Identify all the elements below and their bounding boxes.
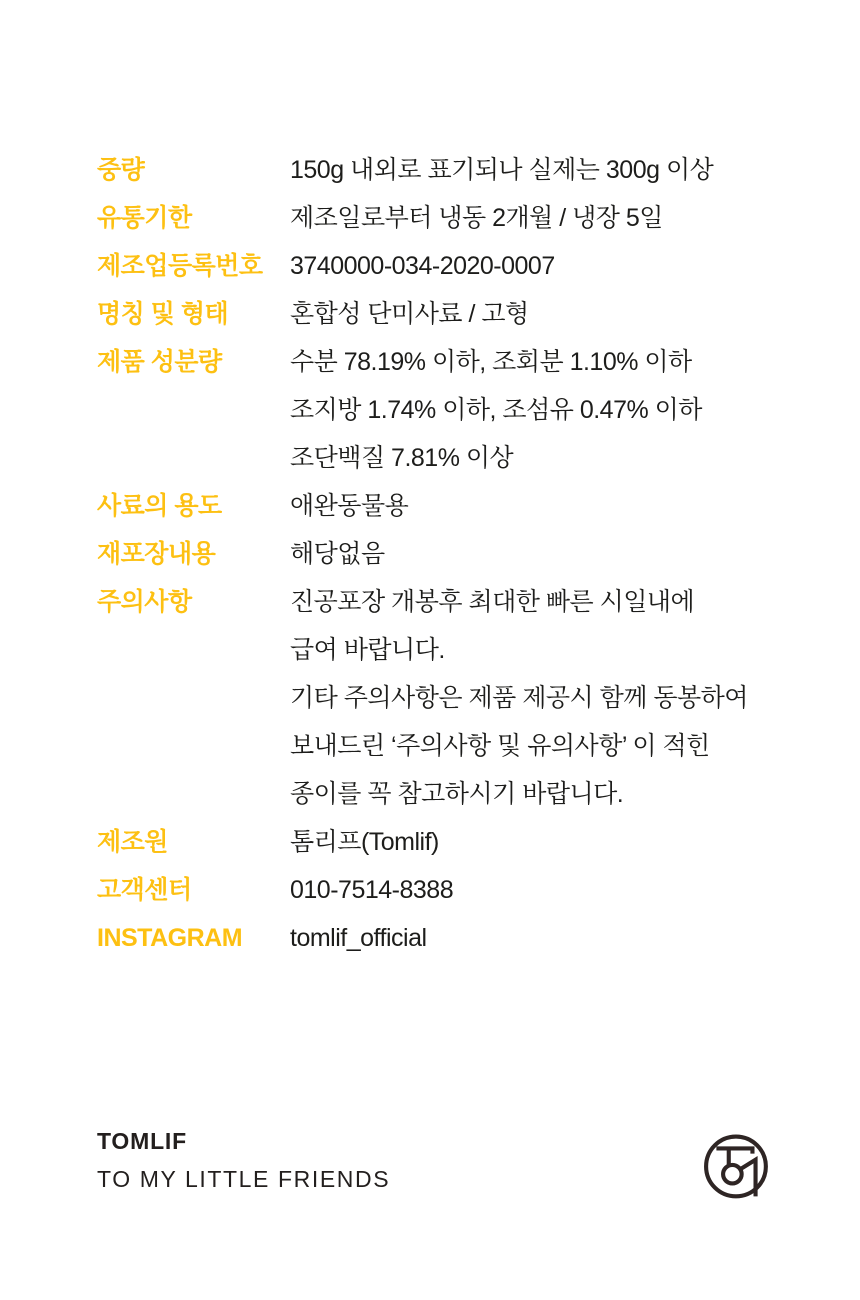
spec-label: 제조업등록번호 (97, 252, 263, 280)
spec-value-line: 급여 바랍니다. (290, 636, 445, 664)
tomlif-monogram-icon (703, 1134, 771, 1202)
spec-row (97, 146, 807, 194)
spec-values (290, 482, 807, 530)
spec-value-line: 기타 주의사항은 제품 제공시 함께 동봉하여 (290, 684, 748, 712)
spec-values (290, 290, 807, 338)
spec-values (290, 194, 807, 242)
spec-values (290, 866, 807, 914)
spec-value-line: 3740000-034-2020-0007 (290, 252, 555, 280)
spec-label: 제품 성분량 (97, 348, 222, 376)
spec-value-line: 해당없음 (290, 540, 385, 568)
spec-row (97, 866, 807, 914)
spec-values (290, 242, 807, 290)
spec-values (290, 818, 807, 866)
spec-values (290, 338, 807, 482)
spec-row (97, 194, 807, 242)
spec-values (290, 578, 807, 818)
spec-value-line: 제조일로부터 냉동 2개월 / 냉장 5일 (290, 204, 663, 232)
spec-value-line: 010-7514-8388 (290, 876, 454, 904)
spec-value-line: 진공포장 개봉후 최대한 빠른 시일내에 (290, 588, 695, 616)
spec-value-line: 보내드린 ‘주의사항 및 유의사항’ 이 적힌 (290, 732, 710, 760)
spec-label: 유통기한 (97, 204, 192, 232)
spec-label: INSTAGRAM (97, 924, 243, 952)
spec-values (290, 146, 807, 194)
footer-brand: TOMLIF (97, 1128, 187, 1154)
footer-tagline: TO MY LITTLE FRIENDS (97, 1166, 391, 1192)
spec-row (97, 578, 807, 818)
spec-label: 제조원 (97, 828, 168, 856)
spec-label: 고객센터 (97, 876, 192, 904)
spec-value-line: 수분 78.19% 이하, 조회분 1.10% 이하 (290, 348, 692, 376)
spec-row (97, 338, 807, 482)
spec-label: 중량 (97, 156, 145, 184)
spec-row (97, 242, 807, 290)
spec-value-line: 150g 내외로 표기되나 실제는 300g 이상 (290, 156, 714, 184)
spec-values (290, 914, 807, 962)
spec-label: 명칭 및 형태 (97, 300, 229, 328)
spec-value-line: tomlif_official (290, 924, 427, 952)
spec-value-line: 종이를 꼭 참고하시기 바랍니다. (290, 780, 624, 808)
spec-label: 재포장내용 (97, 540, 216, 568)
spec-value-line: 조지방 1.74% 이하, 조섬유 0.47% 이하 (290, 396, 702, 424)
spec-label: 사료의 용도 (97, 492, 222, 520)
spec-label: 주의사항 (97, 588, 192, 616)
spec-value-line: 애완동물용 (290, 492, 409, 520)
spec-values (290, 530, 807, 578)
spec-value-line: 톰리프(Tomlif) (290, 828, 439, 856)
spec-value-line: 조단백질 7.81% 이상 (290, 444, 514, 472)
spec-row (97, 818, 807, 866)
spec-row (97, 914, 807, 962)
spec-row (97, 530, 807, 578)
spec-value-line: 혼합성 단미사료 / 고형 (290, 300, 529, 328)
spec-row (97, 290, 807, 338)
spec-row (97, 482, 807, 530)
spec-table (97, 146, 807, 962)
